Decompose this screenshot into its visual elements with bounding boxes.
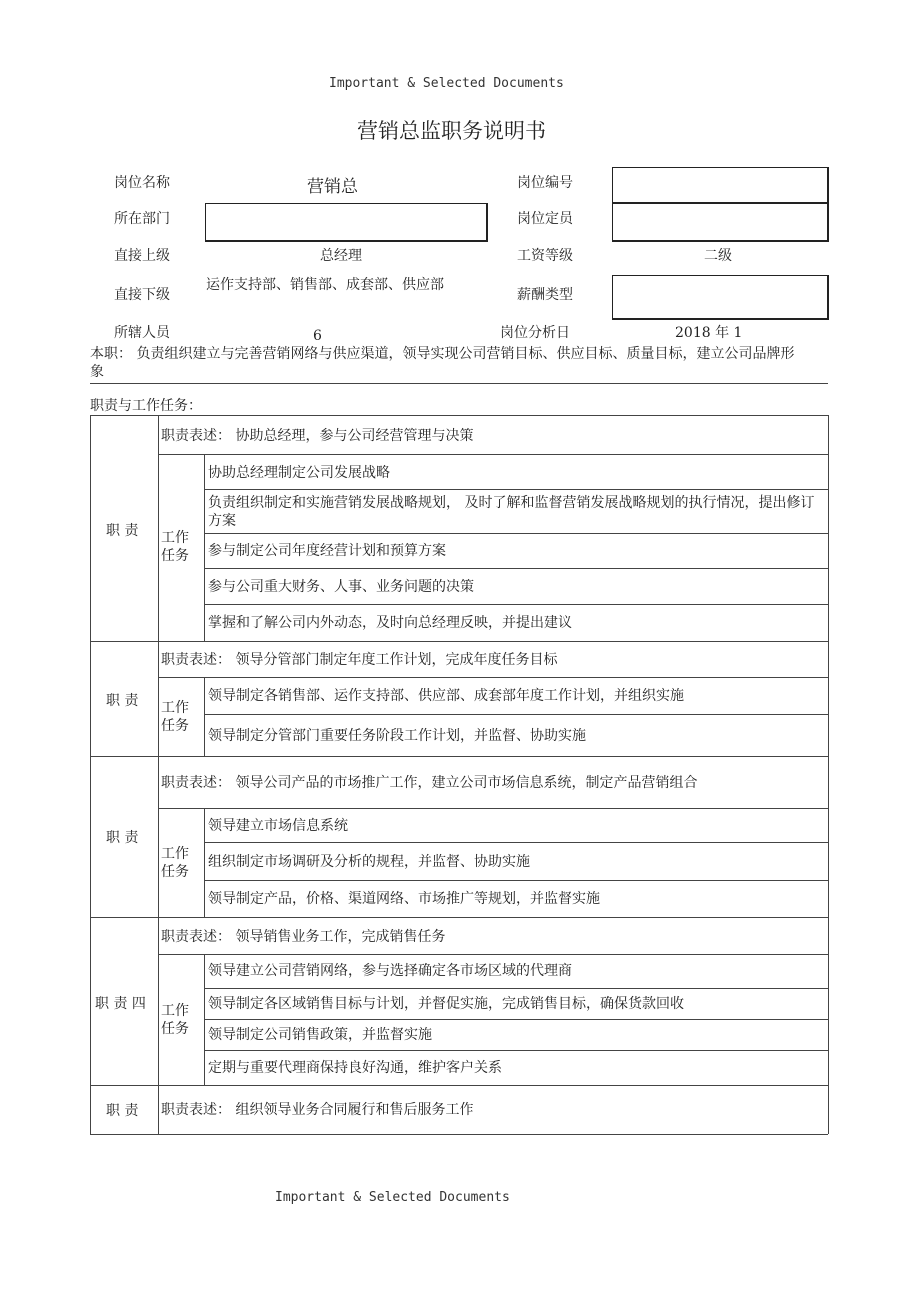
analysis-date-value: 2018 年 1 bbox=[675, 325, 743, 341]
task-item: 领导制定分管部门重要任务阶段工作计划，并监督、协助实施 bbox=[208, 728, 586, 744]
task-item: 组织制定市场调研及分析的规程，并监督、协助实施 bbox=[208, 854, 530, 870]
duty-label: 职 责 bbox=[106, 1103, 139, 1119]
duty-statement: 职责表述： 协助总经理，参与公司经营管理与决策 bbox=[161, 428, 474, 444]
job-summary: 本职： 负责组织建立与完善营销网络与供应渠道，领导实现公司营销目标、供应目标、质量目标，建立公司品牌形象 bbox=[90, 346, 795, 380]
duty-statement: 职责表述： 领导分管部门制定年度工作计划，完成年度任务目标 bbox=[161, 652, 558, 668]
task-item: 领导制定产品，价格、渠道网络、市场推广等规划，并监督实施 bbox=[208, 891, 600, 907]
summary-divider bbox=[90, 383, 828, 384]
task-item: 参与公司重大财务、人事、业务问题的决策 bbox=[208, 579, 474, 595]
quota-field[interactable] bbox=[612, 203, 829, 242]
duty-label: 职 责 四 bbox=[95, 996, 146, 1012]
duty-statement: 职责表述： 领导销售业务工作，完成销售任务 bbox=[161, 929, 446, 945]
position-name-label: 岗位名称 bbox=[114, 175, 170, 191]
duty-label: 职 责 bbox=[106, 693, 139, 709]
duties-heading: 职责与工作任务： bbox=[90, 398, 202, 414]
analysis-date-label: 岗位分析日 bbox=[500, 325, 570, 341]
task-item: 领导建立公司营销网络，参与选择确定各市场区域的代理商 bbox=[208, 963, 572, 979]
position-no-label: 岗位编号 bbox=[517, 175, 573, 191]
duty-statement: 职责表述： 领导公司产品的市场推广工作，建立公司市场信息系统，制定产品营销组合 bbox=[161, 775, 698, 791]
task-item: 领导建立市场信息系统 bbox=[208, 818, 348, 834]
duty-label: 职 责 bbox=[106, 830, 139, 846]
page-footer: Important & Selected Documents bbox=[275, 1190, 510, 1205]
task-item: 领导制定各销售部、运作支持部、供应部、成套部年度工作计划，并组织实施 bbox=[208, 688, 684, 704]
duty-label: 职 责 bbox=[106, 523, 139, 539]
task-label: 工作任务 bbox=[161, 846, 189, 880]
task-item: 协助总经理制定公司发展战略 bbox=[208, 465, 390, 481]
task-item: 负责组织制定和实施营销发展战略规划， 及时了解和监督营销发展战略规划的执行情况，提出修订方案 bbox=[208, 495, 815, 529]
salary-level-label: 工资等级 bbox=[517, 248, 573, 264]
pay-type-label: 薪酬类型 bbox=[517, 287, 573, 303]
task-item: 参与制定公司年度经营计划和预算方案 bbox=[208, 543, 446, 559]
task-item: 掌握和了解公司内外动态，及时向总经理反映，并提出建议 bbox=[208, 615, 572, 631]
position-no-field[interactable] bbox=[612, 167, 829, 204]
document-title: 营销总监职务说明书 bbox=[357, 119, 546, 143]
task-item: 定期与重要代理商保持良好沟通，维护客户关系 bbox=[208, 1060, 502, 1076]
position-name-value: 营销总 bbox=[307, 177, 358, 197]
task-item: 领导制定公司销售政策，并监督实施 bbox=[208, 1027, 432, 1043]
task-item: 领导制定各区域销售目标与计划，并督促实施，完成销售目标，确保货款回收 bbox=[208, 996, 684, 1012]
subordinate-value: 运作支持部、销售部、成套部、供应部 bbox=[206, 277, 444, 293]
dept-field[interactable] bbox=[205, 203, 488, 242]
staff-value: 6 bbox=[313, 328, 322, 344]
staff-label: 所辖人员 bbox=[114, 325, 170, 341]
task-label: 工作任务 bbox=[161, 700, 189, 734]
pay-type-field[interactable] bbox=[612, 275, 829, 320]
duty-statement: 职责表述： 组织领导业务合同履行和售后服务工作 bbox=[161, 1102, 474, 1118]
dept-label: 所在部门 bbox=[114, 211, 170, 227]
page-header: Important & Selected Documents bbox=[329, 76, 564, 91]
task-label: 工作任务 bbox=[161, 530, 189, 564]
superior-value: 总经理 bbox=[320, 248, 362, 264]
subordinate-label: 直接下级 bbox=[114, 287, 170, 303]
task-label: 工作任务 bbox=[161, 1003, 189, 1037]
quota-label: 岗位定员 bbox=[517, 211, 573, 227]
salary-level-value: 二级 bbox=[704, 248, 732, 264]
superior-label: 直接上级 bbox=[114, 248, 170, 264]
